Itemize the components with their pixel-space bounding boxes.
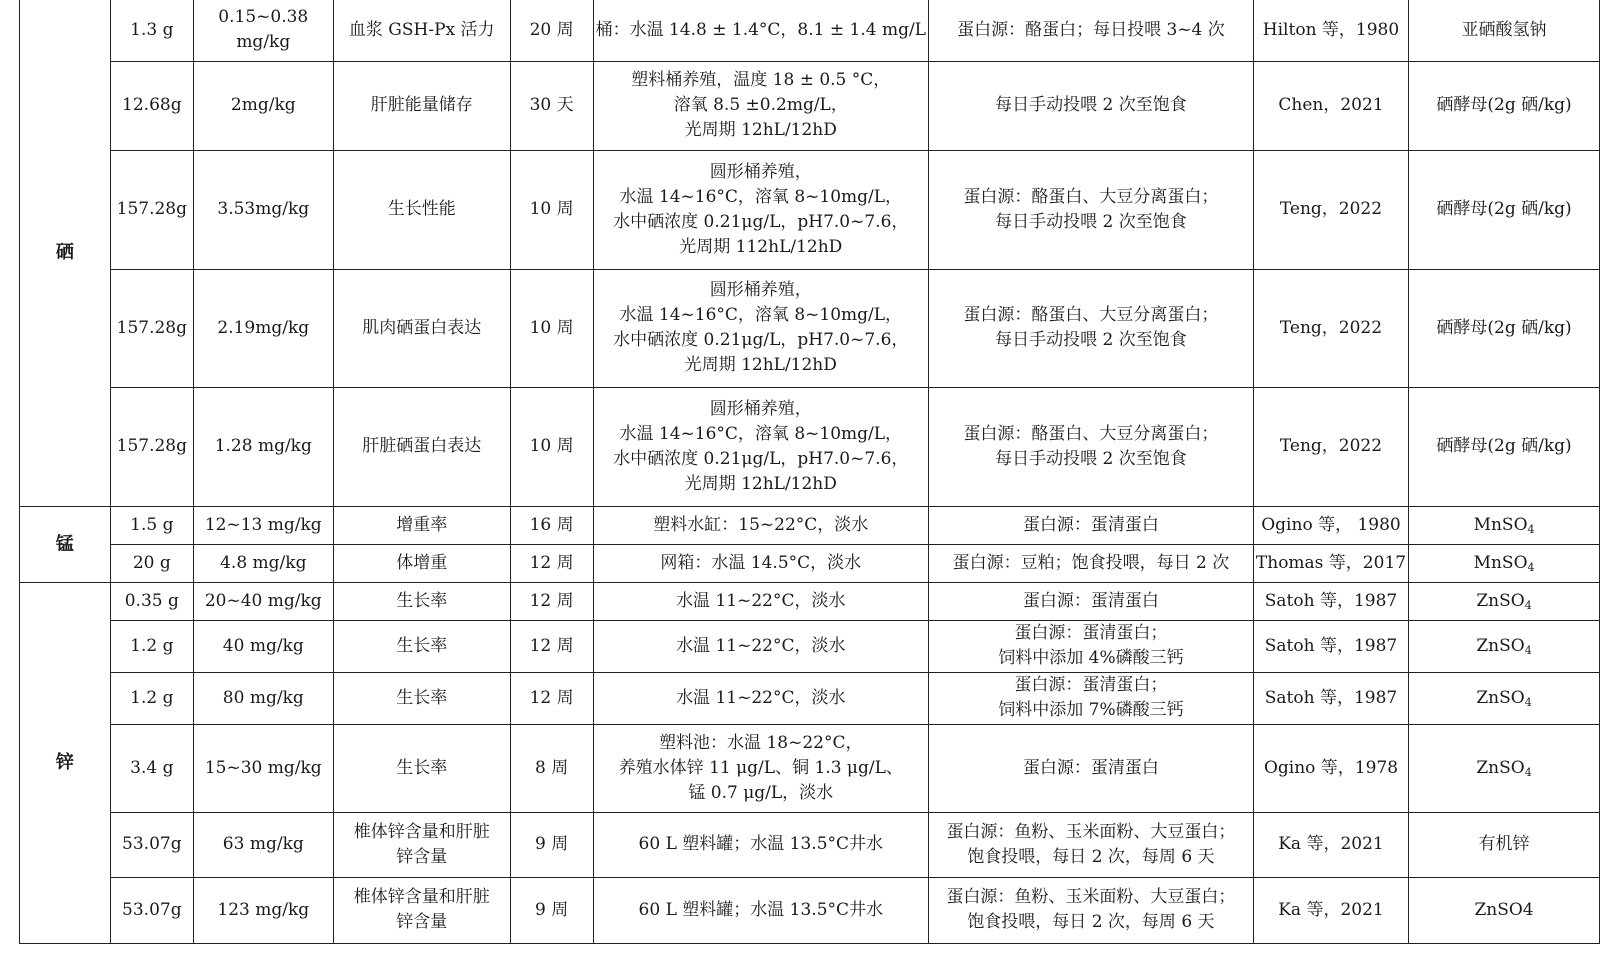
- mineral-requirement-table: [19, 0, 1600, 944]
- cell-line: 生长性能: [387, 199, 456, 219]
- cell-line: 123 mg/kg: [217, 899, 310, 920]
- cell-line: 圆形桶养殖，: [709, 398, 812, 419]
- cell-line: 蛋白源：酪蛋白；每日投喂 3~4 次: [957, 19, 1225, 40]
- cell-line: 蛋白源：鱼粉、玉米面粉、大豆蛋白；: [946, 821, 1236, 842]
- indicator-cell: [333, 724, 510, 812]
- body-size-cell: 157.28g: [110, 269, 193, 387]
- cell-line: 80 mg/kg: [222, 687, 304, 708]
- body-size-cell: 157.28g: [110, 387, 193, 506]
- dose-cell: [193, 544, 333, 582]
- cell-line: 水温 11~22°C，淡水: [676, 687, 846, 708]
- cell-line: 每日手动投喂 2 次至饱食: [995, 211, 1187, 232]
- dose-cell: [193, 620, 333, 672]
- feeding-cell: [928, 620, 1253, 672]
- cell-line: mg/kg: [236, 32, 291, 53]
- compound-form-cell: [1409, 582, 1600, 620]
- compound-form-cell: [1409, 269, 1600, 387]
- reference-cell: Satoh 等，1987: [1253, 672, 1408, 724]
- cell-line: 肝脏硒蛋白表达: [362, 436, 482, 456]
- form-subscript: 4: [1527, 560, 1535, 574]
- compound-form-cell: [1409, 506, 1600, 544]
- cell-line: 圆形桶养殖，: [709, 161, 812, 182]
- body-size-cell: 1.2 g: [110, 620, 193, 672]
- cell-line: 肝脏能量储存: [370, 95, 473, 115]
- feeding-cell: [928, 812, 1253, 877]
- body-size-cell: 0.35 g: [110, 582, 193, 620]
- indicator-cell: [333, 812, 510, 877]
- feeding-cell: [928, 582, 1253, 620]
- table-row: [20, 620, 1600, 672]
- cell-line: 12~13 mg/kg: [204, 514, 322, 535]
- table-row: [20, 387, 1600, 506]
- form-name: ZnSO: [1476, 687, 1525, 708]
- dose-cell: [193, 150, 333, 269]
- conditions-cell: [593, 724, 928, 812]
- cell-line: 蛋白源：酪蛋白、大豆分离蛋白；: [963, 186, 1219, 207]
- cell-line: 生长率: [396, 757, 448, 778]
- conditions-cell: [593, 582, 928, 620]
- cell-line: 生长率: [396, 590, 448, 611]
- cell-line: 光周期 12hL/12hD: [684, 473, 837, 494]
- dose-cell: [193, 387, 333, 506]
- indicator-cell: [333, 387, 510, 506]
- dose-cell: [193, 61, 333, 150]
- cell-line: 水中硒浓度 0.21μg/L，pH7.0~7.6，: [613, 448, 909, 469]
- duration-cell: 10 周: [510, 387, 593, 506]
- cell-line: 蛋白源：酪蛋白、大豆分离蛋白；: [963, 305, 1219, 325]
- duration-cell: 12 周: [510, 544, 593, 582]
- duration-cell: 16 周: [510, 506, 593, 544]
- cell-line: 水中硒浓度 0.21μg/L，pH7.0~7.6，: [613, 211, 909, 232]
- conditions-cell: [593, 672, 928, 724]
- reference-cell: Satoh 等，1987: [1253, 582, 1408, 620]
- reference-cell: Teng，2022: [1253, 387, 1408, 506]
- cell-line: 光周期 112hL/12hD: [679, 236, 843, 257]
- form-subscript: 4: [1524, 765, 1532, 779]
- cell-line: 蛋白源：酪蛋白、大豆分离蛋白；: [963, 423, 1219, 444]
- cell-line: 3.53mg/kg: [217, 199, 310, 219]
- indicator-cell: [333, 582, 510, 620]
- cell-line: 2.19mg/kg: [217, 317, 310, 338]
- form-name: 有机锌: [1478, 834, 1530, 854]
- feeding-cell: [928, 61, 1253, 150]
- body-size-cell: 3.4 g: [110, 724, 193, 812]
- dose-cell: [193, 672, 333, 724]
- table-row: [20, 672, 1600, 724]
- cell-line: 锌含量: [396, 912, 448, 932]
- duration-cell: 12 周: [510, 672, 593, 724]
- conditions-cell: [593, 269, 928, 387]
- cell-line: 蛋白源：蛋清蛋白: [1022, 590, 1159, 611]
- form-name: 亚硒酸氢钠: [1461, 19, 1547, 40]
- conditions-cell: [593, 506, 928, 544]
- dose-cell: [193, 582, 333, 620]
- cell-line: 锰 0.7 μg/L，淡水: [688, 782, 834, 803]
- table-row: [20, 582, 1600, 620]
- compound-form-cell: [1409, 150, 1600, 269]
- conditions-cell: [593, 150, 928, 269]
- table-body: [20, 0, 1600, 943]
- feeding-cell: [928, 387, 1253, 506]
- reference-cell: Satoh 等，1987: [1253, 620, 1408, 672]
- table-row: [20, 812, 1600, 877]
- conditions-cell: [593, 0, 928, 61]
- cell-line: 每日手动投喂 2 次至饱食: [995, 330, 1187, 350]
- cell-line: 蛋白源：豆粕；饱食投喂，每日 2 次: [952, 552, 1230, 573]
- body-size-cell: 157.28g: [110, 150, 193, 269]
- dose-cell: [193, 877, 333, 943]
- body-size-cell: 53.07g: [110, 877, 193, 943]
- indicator-cell: [333, 269, 510, 387]
- form-name: MnSO: [1473, 552, 1528, 573]
- conditions-cell: [593, 387, 928, 506]
- cell-line: 光周期 12hL/12hD: [684, 355, 837, 375]
- cell-line: 4.8 mg/kg: [220, 552, 307, 573]
- cell-line: 饲料中添加 4%磷酸三钙: [998, 648, 1184, 668]
- cell-line: 蛋白源：鱼粉、玉米面粉、大豆蛋白；: [946, 887, 1236, 907]
- indicator-cell: [333, 0, 510, 61]
- compound-form-cell: [1409, 812, 1600, 877]
- cell-line: 蛋白源：蛋清蛋白；: [1014, 623, 1168, 643]
- conditions-cell: [593, 877, 928, 943]
- indicator-cell: [333, 544, 510, 582]
- compound-form-cell: [1409, 61, 1600, 150]
- feeding-cell: [928, 877, 1253, 943]
- cell-line: 15~30 mg/kg: [204, 757, 322, 778]
- feeding-cell: [928, 724, 1253, 812]
- cell-line: 饲料中添加 7%磷酸三钙: [998, 700, 1184, 720]
- table-row: [20, 150, 1600, 269]
- feeding-cell: [928, 0, 1253, 61]
- indicator-cell: [333, 672, 510, 724]
- cell-line: 圆形桶养殖，: [709, 280, 812, 300]
- compound-form-cell: [1409, 620, 1600, 672]
- duration-cell: 8 周: [510, 724, 593, 812]
- form-name: 硒酵母(2g 硒/kg): [1436, 95, 1572, 115]
- feeding-cell: [928, 672, 1253, 724]
- compound-form-cell: [1409, 387, 1600, 506]
- table-row: [20, 877, 1600, 943]
- duration-cell: 9 周: [510, 877, 593, 943]
- dose-cell: [193, 724, 333, 812]
- element-cell: 锌: [20, 582, 111, 943]
- dose-cell: [193, 0, 333, 61]
- cell-line: 每日手动投喂 2 次至饱食: [995, 448, 1187, 469]
- cell-line: 饱食投喂，每日 2 次，每周 6 天: [967, 912, 1215, 932]
- reference-cell: Ka 等，2021: [1253, 812, 1408, 877]
- cell-line: 椎体锌含量和肝脏: [353, 821, 490, 842]
- cell-line: 养殖水体锌 11 μg/L、铜 1.3 μg/L、: [618, 757, 903, 778]
- feeding-cell: [928, 269, 1253, 387]
- body-size-cell: 12.68g: [110, 61, 193, 150]
- cell-line: 60 L 塑料罐；水温 13.5°C井水: [638, 834, 884, 854]
- cell-line: 网箱：水温 14.5°C，淡水: [660, 552, 862, 573]
- form-name: ZnSO: [1476, 635, 1525, 656]
- duration-cell: 10 周: [510, 150, 593, 269]
- cell-line: 血浆 GSH-Px 活力: [348, 19, 495, 40]
- form-subscript: 4: [1524, 695, 1532, 709]
- compound-form-cell: [1409, 724, 1600, 812]
- cell-line: 饱食投喂，每日 2 次，每周 6 天: [967, 846, 1215, 867]
- body-size-cell: 1.5 g: [110, 506, 193, 544]
- element-cell: 硒: [20, 0, 111, 506]
- cell-line: 水温 14~16°C，溶氧 8~10mg/L，: [619, 186, 903, 207]
- cell-line: 肌肉硒蛋白表达: [362, 317, 482, 338]
- cell-line: 塑料水缸：15~22°C，淡水: [653, 514, 869, 535]
- duration-cell: 9 周: [510, 812, 593, 877]
- reference-cell: Hilton 等，1980: [1253, 0, 1408, 61]
- conditions-cell: [593, 812, 928, 877]
- indicator-cell: [333, 61, 510, 150]
- conditions-cell: [593, 61, 928, 150]
- cell-line: 体增重: [396, 552, 448, 573]
- cell-line: 塑料池：水温 18~22°C，: [659, 732, 863, 753]
- table-row: [20, 61, 1600, 150]
- cell-line: 水温 14~16°C，溶氧 8~10mg/L，: [619, 423, 903, 444]
- feeding-cell: [928, 506, 1253, 544]
- form-name: 硒酵母(2g 硒/kg): [1436, 317, 1572, 338]
- cell-line: 0.15~0.38: [218, 7, 309, 28]
- cell-line: 塑料桶养殖，温度 18 ± 0.5 °C，: [631, 70, 891, 90]
- cell-line: 20~40 mg/kg: [204, 590, 322, 611]
- compound-form-cell: [1409, 672, 1600, 724]
- reference-cell: Chen，2021: [1253, 61, 1408, 150]
- indicator-cell: [333, 620, 510, 672]
- body-size-cell: 1.3 g: [110, 0, 193, 61]
- table-row: [20, 269, 1600, 387]
- form-name: ZnSO4: [1474, 899, 1534, 920]
- cell-line: 2mg/kg: [230, 95, 296, 115]
- indicator-cell: [333, 150, 510, 269]
- duration-cell: 20 周: [510, 0, 593, 61]
- cell-line: 椎体锌含量和肝脏: [353, 887, 490, 907]
- conditions-cell: [593, 620, 928, 672]
- cell-line: 光周期 12hL/12hD: [684, 120, 837, 140]
- compound-form-cell: [1409, 0, 1600, 61]
- dose-cell: [193, 506, 333, 544]
- indicator-cell: [333, 506, 510, 544]
- form-name: 硒酵母(2g 硒/kg): [1436, 436, 1572, 456]
- dose-cell: [193, 269, 333, 387]
- duration-cell: 10 周: [510, 269, 593, 387]
- cell-line: 水中硒浓度 0.21μg/L，pH7.0~7.6，: [613, 330, 909, 350]
- table-row: [20, 506, 1600, 544]
- form-name: ZnSO: [1476, 590, 1525, 611]
- form-subscript: 4: [1524, 643, 1532, 657]
- reference-cell: Thomas 等，2017: [1253, 544, 1408, 582]
- body-size-cell: 53.07g: [110, 812, 193, 877]
- element-cell: 锰: [20, 506, 111, 582]
- reference-cell: Teng，2022: [1253, 150, 1408, 269]
- duration-cell: 12 周: [510, 620, 593, 672]
- reference-cell: Ogino 等，1978: [1253, 724, 1408, 812]
- compound-form-cell: [1409, 877, 1600, 943]
- reference-cell: Ka 等，2021: [1253, 877, 1408, 943]
- table-row: [20, 544, 1600, 582]
- cell-line: 桶：水温 14.8 ± 1.4°C，8.1 ± 1.4 mg/L: [595, 19, 926, 40]
- cell-line: 蛋白源：蛋清蛋白: [1022, 514, 1159, 535]
- cell-line: 60 L 塑料罐；水温 13.5°C井水: [638, 899, 884, 920]
- cell-line: 每日手动投喂 2 次至饱食: [995, 95, 1187, 115]
- cell-line: 40 mg/kg: [222, 635, 304, 656]
- duration-cell: 12 周: [510, 582, 593, 620]
- feeding-cell: [928, 150, 1253, 269]
- form-name: 硒酵母(2g 硒/kg): [1436, 199, 1572, 219]
- cell-line: 生长率: [396, 635, 448, 656]
- feeding-cell: [928, 544, 1253, 582]
- cell-line: 生长率: [396, 687, 448, 708]
- table-row: [20, 0, 1600, 61]
- cell-line: 水温 14~16°C，溶氧 8~10mg/L，: [619, 305, 903, 325]
- compound-form-cell: [1409, 544, 1600, 582]
- cell-line: 增重率: [396, 514, 448, 535]
- body-size-cell: 20 g: [110, 544, 193, 582]
- cell-line: 水温 11~22°C，淡水: [676, 635, 846, 656]
- form-subscript: 4: [1527, 522, 1535, 536]
- body-size-cell: 1.2 g: [110, 672, 193, 724]
- form-subscript: 4: [1524, 598, 1532, 612]
- cell-line: 蛋白源：蛋清蛋白: [1022, 757, 1159, 778]
- reference-cell: Teng，2022: [1253, 269, 1408, 387]
- reference-cell: Ogino 等， 1980: [1253, 506, 1408, 544]
- cell-line: 锌含量: [396, 846, 448, 867]
- form-name: ZnSO: [1476, 757, 1525, 778]
- cell-line: 溶氧 8.5 ±0.2mg/L，: [673, 95, 848, 115]
- form-name: MnSO: [1473, 514, 1528, 535]
- cell-line: 水温 11~22°C，淡水: [676, 590, 846, 611]
- table-row: [20, 724, 1600, 812]
- cell-line: 蛋白源：蛋清蛋白；: [1014, 675, 1168, 695]
- duration-cell: 30 天: [510, 61, 593, 150]
- indicator-cell: [333, 877, 510, 943]
- cell-line: 63 mg/kg: [222, 834, 304, 854]
- conditions-cell: [593, 544, 928, 582]
- cell-line: 1.28 mg/kg: [214, 436, 312, 456]
- dose-cell: [193, 812, 333, 877]
